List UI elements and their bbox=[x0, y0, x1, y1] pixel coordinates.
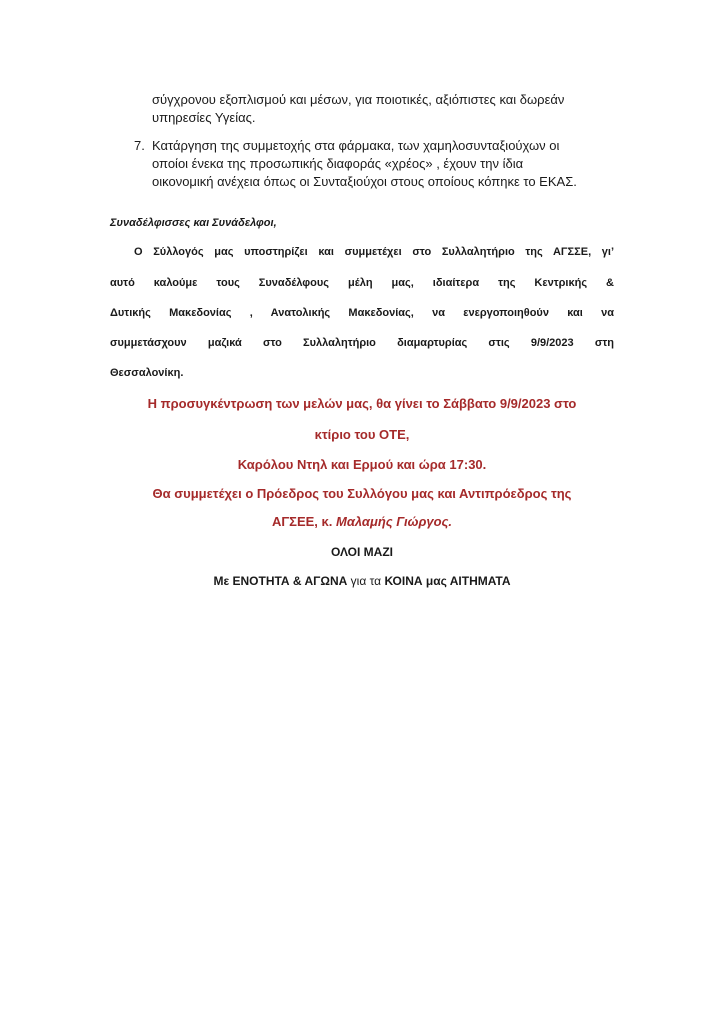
body-line: Θεσσαλονίκη. bbox=[110, 367, 184, 379]
body-line: Ο Σύλλογός μας υποστηρίζει και συμμετέχει στο Συλλαλητήριο της ΑΓΣΣΕ, γι’ bbox=[134, 246, 614, 258]
closing-motto-part: ΚΟΙΝΑ μας ΑΙΤΗΜΑΤΑ bbox=[381, 574, 511, 588]
list-item-6-continuation bbox=[152, 91, 652, 127]
list-text-line: οικονομική ανέχεια όπως οι Συνταξιούχοι στους οποίους κόπηκε το ΕΚΑΣ. bbox=[152, 174, 577, 189]
closing-motto-part: Με ΕΝΟΤΗΤΑ & ΑΓΩΝΑ bbox=[213, 574, 351, 588]
body-line: συμμετάσχουν μαζικά στο Συλλαλητήριο διαμαρτυρίας στις 9/9/2023 στη bbox=[110, 337, 614, 349]
closing-slogan: ΟΛΟΙ ΜΑΖΙ bbox=[330, 545, 394, 559]
list-text-line: οποίοι ένεκα της προσωπικής διαφοράς «χρέος» , έχουν την ίδια bbox=[152, 156, 524, 171]
announcement-prefix: ΑΓΣΕΕ, κ. bbox=[271, 514, 336, 529]
list-text-line: Κατάργηση της συμμετοχής στα φάρμακα, των χαμηλοσυνταξιούχων οι bbox=[152, 138, 560, 153]
closing-motto-part: για τα bbox=[350, 574, 382, 588]
salutation: Συναδέλφισσες και Συνάδελφοι, bbox=[110, 217, 277, 229]
body-line: Δυτικής Μακεδονίας , Ανατολικής Μακεδονίας, να ενεργοποιηθούν και να bbox=[110, 307, 614, 319]
list-item-7 bbox=[134, 137, 652, 191]
closing-motto bbox=[0, 574, 724, 588]
announcement-name: Μαλαμής Γιώργος. bbox=[336, 514, 453, 529]
body-line: αυτό καλούμε τους Συναδέλφους μέλη μας, ιδιαίτερα της Κεντρικής & bbox=[110, 277, 614, 289]
announcement-line: Θα συμμετέχει ο Πρόεδρος του Συλλόγου μας και Αντιπρόεδρος της bbox=[152, 486, 572, 501]
announcement-line bbox=[0, 514, 724, 529]
list-text-line: υπηρεσίες Υγείας. bbox=[152, 110, 256, 125]
announcement-line: Η προσυγκέντρωση των μελών μας, θα γίνει το Σάββατο 9/9/2023 στο bbox=[147, 396, 577, 411]
announcement-line: Καρόλου Ντηλ και Ερμού και ώρα 17:30. bbox=[237, 457, 487, 472]
list-text-line: σύγχρονου εξοπλισμού και μέσων, για ποιοτικές, αξιόπιστες και δωρεάν bbox=[152, 92, 565, 107]
list-number: 7. bbox=[134, 138, 145, 153]
announcement-line: κτίριο του ΟΤΕ, bbox=[314, 427, 410, 442]
